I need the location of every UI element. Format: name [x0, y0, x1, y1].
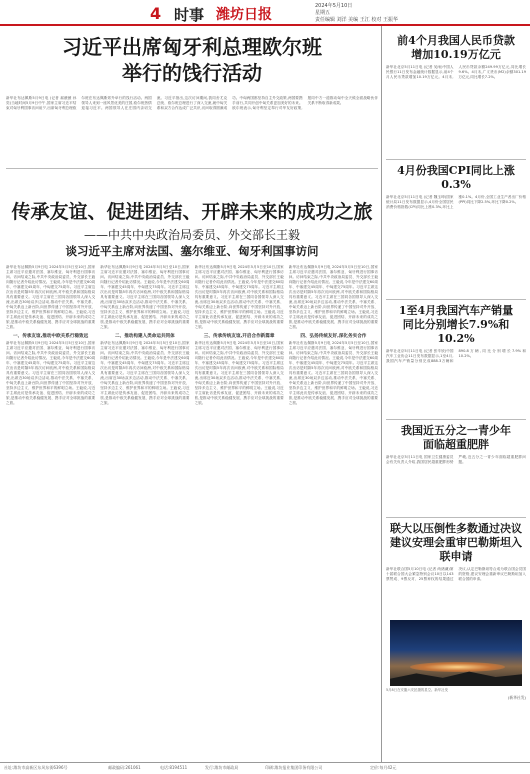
section-heading-3: 三、传承传统友谊,开启合作新篇章 — [203, 334, 275, 339]
story-cpi — [386, 164, 526, 295]
col-3 — [195, 265, 284, 745]
footer-price: 定价:每月42元 — [370, 765, 397, 770]
section-heading-1: 一、传承友谊,推动中欧关系行稳致远 — [13, 334, 89, 339]
story-loans-title-2: 增加10.19万亿元 — [411, 48, 501, 61]
story-loans-title-1: 前4个月我国人民币贷款 — [397, 34, 515, 47]
story-banquet-title-1: 习近平出席匈牙利总理欧尔班 — [62, 35, 322, 59]
story-loans-body: 新华社北京5月11日电 (记者 吴雨)中国人民银行11日发布金融统计数据显示,前4个月人民币贷款增加10.19万亿元。4月末,人民币贷款余额249.99万亿元,同比增长9.6%。4月末,广义货币(M2)余额301.19万亿元,同比增长7.2%。 — [386, 65, 526, 79]
story-un — [386, 522, 526, 617]
col-2 — [100, 265, 189, 745]
story-interview-body-5: 新华社布达佩斯5月9日电 2024年5月5日至10日,国家主席习近平应邀对法国、塞尔维亚、匈牙利进行国事访问。访问结束之际,中共中央政治局委员、外交部长王毅向随行记者介绍此访情况。王毅说,今年是中法建交60周年、中塞建交45周年、中匈建交75周年。习近平主席这次出访是时隔5年再次访问欧洲,对中欧关系和国际格局具有重要意义。习近平主席在三国同各国领导人深入交流,出席近30场双多边活动,推动中法关系、中塞关系、中匈关系迈上新台阶,向世界传递了中国坚持对外开放、坚持多边主义、维护世界和平的鲜明立场。王毅说,习近平主席此访是传承友谊、促进团结、开辟未来的成功之旅,是推动中欧关系稳健发展、携手应对全球挑战的重要之旅。 — [194, 265, 284, 329]
right-column — [386, 26, 526, 762]
photo-horizon-glow — [410, 662, 505, 672]
story-cpi-body: 新华社北京5月11日电 (记者 魏玉坤)国家统计局11日发布数据显示,4月份全国居民消费价格指数(CPI)同比上涨0.3%,环比上涨0.1%。4月份,全国工业生产者出厂价格(PPI)同比下降2.5%,环比下降0.2%。 — [386, 195, 526, 209]
right-divider-1 — [386, 159, 526, 160]
photo-credit: (新华社发) — [507, 694, 526, 700]
story-banquet-title-2: 举行的饯行活动 — [122, 61, 262, 85]
col-1 — [6, 265, 95, 745]
story-un-title-1: 联大以压倒性多数通过决议 — [390, 522, 522, 535]
story-interview — [6, 199, 378, 745]
story-interview-title: 传承友谊、促进团结、开辟未来的成功之旅 — [11, 201, 373, 223]
newspaper-logo: 潍坊日报 — [216, 7, 272, 23]
story-divider — [6, 168, 378, 169]
story-interview-body-4: 新华社布达佩斯5月9日电 2024年5月5日至10日,国家主席习近平应邀对法国、塞尔维亚、匈牙利进行国事访问。访问结束之际,中共中央政治局委员、外交部长王毅向随行记者介绍此访情况。王毅说,今年是中法建交60周年、中塞建交45周年、中匈建交75周年。习近平主席这次出访是时隔5年再次访问欧洲,对中欧关系和国际格局具有重要意义。习近平主席在三国同各国领导人深入交流,出席近30场双多边活动,推动中法关系、中塞关系、中匈关系迈上新台阶,向世界传递了中国坚持对外开放、坚持多边主义、维护世界和平的鲜明立场。王毅说,习近平主席此访是传承友谊、促进团结、开辟未来的成功之旅,是推动中欧关系稳健发展、携手应对全球挑战的重要之旅。 — [100, 341, 190, 405]
left-column — [6, 26, 378, 762]
footer-printer: 印刷:潍坊报业集团印务有限公司 — [265, 765, 323, 770]
story-un-body: 新华社联合国5月10日电 (记者 尚绪谦)第十届联合国大会紧急特别会议10日以143票赞成、9票反对、25票弃权的结果通过决议,认定巴勒斯坦符合成为联合国会员国的资格,建议安理会重新审议巴勒斯坦加入联合国的申请。 — [386, 567, 526, 581]
right-divider-2 — [386, 299, 526, 300]
section-heading-4: 四、弘扬传统友好,深化务实合作 — [300, 334, 367, 339]
story-interview-body-2: 新华社布达佩斯5月9日电 2024年5月5日至10日,国家主席习近平应邀对法国、塞尔维亚、匈牙利进行国事访问。访问结束之际,中共中央政治局委员、外交部长王毅向随行记者介绍此访情况。王毅说,今年是中法建交60周年、中塞建交45周年、中匈建交75周年。习近平主席这次出访是时隔5年再次访问欧洲,对中欧关系和国际格局具有重要意义。习近平主席在三国同各国领导人深入交流,出席近30场双多边活动,推动中法关系、中塞关系、中匈关系迈上新台阶,向世界传递了中国坚持对外开放、坚持多边主义、维护世界和平的鲜明立场。王毅说,习近平主席此访是传承友谊、促进团结、开辟未来的成功之旅,是推动中欧关系稳健发展、携手应对全球挑战的重要之旅。 — [6, 341, 96, 405]
story-obesity — [386, 424, 526, 513]
issue-weekday: 星期五 — [315, 10, 331, 16]
story-interview-subtitle: ——中共中央政治局委员、外交部长王毅 — [83, 228, 300, 242]
story-interview-columns — [6, 265, 378, 745]
story-banquet — [6, 34, 378, 164]
story-obesity-body: 新华社北京5月11日电 国家卫生健康委员会有关负责人介绍,我国居民超重肥胖形势严峻,近五分之一青少年面临超重肥胖问题。 — [386, 455, 526, 464]
right-divider-3 — [386, 419, 526, 420]
column-divider — [381, 26, 382, 762]
story-un-title-2: 建议安理会重审巴勒斯坦入联申请 — [390, 536, 522, 563]
header-info — [315, 3, 398, 24]
story-autos-body: 新华社北京5月11日电 (记者 张辛欣)中国汽车工业协会11日发布数据显示,1至4月,我国汽车产销量分别完成888.3万辆和890.8万辆,同比分别增长7.9%和10.2%。 — [386, 349, 526, 363]
section-name: 时事 — [174, 6, 205, 24]
story-banquet-body: 新华社布达佩斯5月9日电 (记者 郝薇薇 孙奕)当地时间5月9日中午,国家主席习近平结束对匈牙利国事访问前夕,出席匈牙利总理欧尔班在布达佩斯郊外举行的饯行活动。两国领导人来到一座风景优美的庄园,欧尔班热情迎接习近平。两国领导人在庄园内亲切交流。习近平指出,这次访问期间,我同舍尤克总统、欧尔班总理进行了深入交流,就中匈关系和双方合作达成广泛共识,访问取得圆满成功。中匈两国都坚持自主外交政策,两国要携手前行,共同开创中匈关系更加美好的未来。欧尔班表示,匈牙利坚定奉行对华友好政策,愿同中方一道推动匈中全天候全面战略伙伴关系不断取得新成果。 — [6, 96, 378, 110]
section-heading-2: 二、推动构建人类命运共同体 — [115, 334, 175, 339]
story-obesity-title-2: 面临超重肥胖 — [423, 438, 489, 451]
footer-distribution: 发行:潍坊市邮政局 — [205, 765, 239, 770]
story-interview-body-7: 新华社布达佩斯5月9日电 2024年5月5日至10日,国家主席习近平应邀对法国、塞尔维亚、匈牙利进行国事访问。访问结束之际,中共中央政治局委员、外交部长王毅向随行记者介绍此访情况。王毅说,今年是中法建交60周年、中塞建交45周年、中匈建交75周年。习近平主席这次出访是时隔5年再次访问欧洲,对中欧关系和国际格局具有重要意义。习近平主席在三国同各国领导人深入交流,出席近30场双多边活动,推动中法关系、中塞关系、中匈关系迈上新台阶,向世界传递了中国坚持对外开放、坚持多边主义、维护世界和平的鲜明立场。王毅说,习近平主席此访是传承友谊、促进团结、开辟未来的成功之旅,是推动中欧关系稳健发展、携手应对全球挑战的重要之旅。 — [288, 265, 378, 329]
right-divider-4 — [386, 517, 526, 518]
col-4 — [289, 265, 378, 745]
page-header — [0, 0, 530, 26]
footer-postcode: 邮政编码:261061 — [108, 765, 141, 770]
photo-caption: 5月8日在安徽六安拍摄的星空。新华社发 — [386, 688, 448, 692]
editor-line: 责任编辑 刘洋 美编 王江 校对 王振华 — [315, 17, 398, 23]
story-cpi-title: 4月份我国CPI同比上涨0.3% — [397, 164, 515, 191]
story-interview-body-8: 新华社布达佩斯5月9日电 2024年5月5日至10日,国家主席习近平应邀对法国、塞尔维亚、匈牙利进行国事访问。访问结束之际,中共中央政治局委员、外交部长王毅向随行记者介绍此访情况。王毅说,今年是中法建交60周年、中塞建交45周年、中匈建交75周年。习近平主席这次出访是时隔5年再次访问欧洲,对中欧关系和国际格局具有重要意义。习近平主席在三国同各国领导人深入交流,出席近30场双多边活动,推动中法关系、中塞关系、中匈关系迈上新台阶,向世界传递了中国坚持对外开放、坚持多边主义、维护世界和平的鲜明立场。王毅说,习近平主席此访是传承友谊、促进团结、开辟未来的成功之旅,是推动中欧关系稳健发展、携手应对全球挑战的重要之旅。 — [288, 341, 378, 405]
page-number: 4 — [150, 4, 162, 23]
issue-date: 2024年5月10日 — [315, 3, 353, 9]
story-autos — [386, 304, 526, 415]
story-autos-title-2: 同比分别增长7.9%和10.2% — [402, 318, 510, 345]
story-obesity-title-1: 我国近五分之一青少年 — [401, 424, 511, 437]
story-interview-body-6: 新华社布达佩斯5月9日电 2024年5月5日至10日,国家主席习近平应邀对法国、塞尔维亚、匈牙利进行国事访问。访问结束之际,中共中央政治局委员、外交部长王毅向随行记者介绍此访情况。王毅说,今年是中法建交60周年、中塞建交45周年、中匈建交75周年。习近平主席这次出访是时隔5年再次访问欧洲,对中欧关系和国际格局具有重要意义。习近平主席在三国同各国领导人深入交流,出席近30场双多边活动,推动中法关系、中塞关系、中匈关系迈上新台阶,向世界传递了中国坚持对外开放、坚持多边主义、维护世界和平的鲜明立场。王毅说,习近平主席此访是传承友谊、促进团结、开辟未来的成功之旅,是推动中欧关系稳健发展、携手应对全球挑战的重要之旅。 — [194, 341, 284, 405]
story-interview-body-3: 新华社布达佩斯5月9日电 2024年5月5日至10日,国家主席习近平应邀对法国、塞尔维亚、匈牙利进行国事访问。访问结束之际,中共中央政治局委员、外交部长王毅向随行记者介绍此访情况。王毅说,今年是中法建交60周年、中塞建交45周年、中匈建交75周年。习近平主席这次出访是时隔5年再次访问欧洲,对中欧关系和国际格局具有重要意义。习近平主席在三国同各国领导人深入交流,出席近30场双多边活动,推动中法关系、中塞关系、中匈关系迈上新台阶,向世界传递了中国坚持对外开放、坚持多边主义、维护世界和平的鲜明立场。王毅说,习近平主席此访是传承友谊、促进团结、开辟未来的成功之旅,是推动中欧关系稳健发展、携手应对全球挑战的重要之旅。 — [100, 265, 190, 329]
story-loans — [386, 34, 526, 155]
night-sky-photo — [390, 620, 522, 686]
footer-phone: 电话:8194511 — [160, 765, 188, 770]
footer-address: 社址:潍坊市高新区东风东街6396号 — [4, 765, 68, 770]
story-interview-body: 新华社布达佩斯5月9日电 2024年5月5日至10日,国家主席习近平应邀对法国、塞尔维亚、匈牙利进行国事访问。访问结束之际,中共中央政治局委员、外交部长王毅向随行记者介绍此访情况。王毅说,今年是中法建交60周年、中塞建交45周年、中匈建交75周年。习近平主席这次出访是时隔5年再次访问欧洲,对中欧关系和国际格局具有重要意义。习近平主席在三国同各国领导人深入交流,出席近30场双多边活动,推动中法关系、中塞关系、中匈关系迈上新台阶,向世界传递了中国坚持对外开放、坚持多边主义、维护世界和平的鲜明立场。王毅说,习近平主席此访是传承友谊、促进团结、开辟未来的成功之旅,是推动中欧关系稳健发展、携手应对全球挑战的重要之旅。 — [6, 265, 96, 329]
story-autos-title-1: 1至4月我国汽车产销量 — [398, 304, 514, 317]
page-footer — [0, 762, 530, 774]
story-interview-subtitle-2: 谈习近平主席对法国、塞尔维亚、匈牙利国事访问 — [65, 244, 319, 258]
